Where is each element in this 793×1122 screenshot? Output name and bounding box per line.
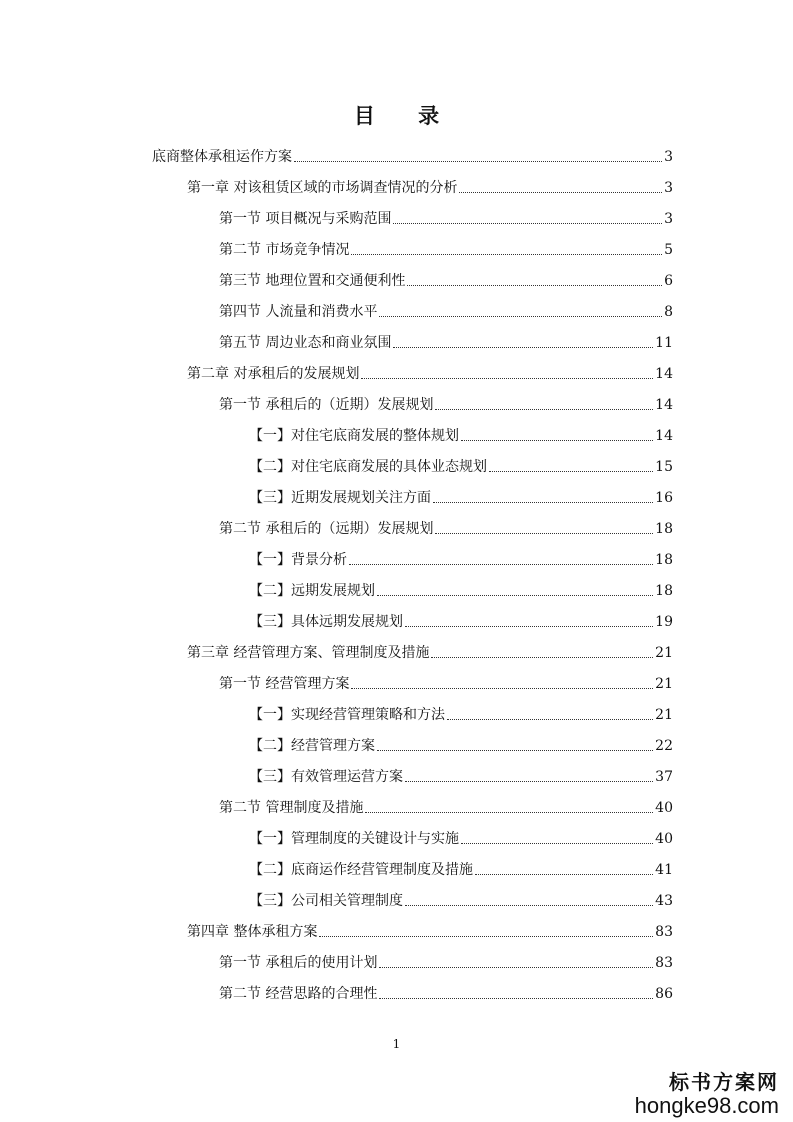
watermark-logo [635, 1066, 779, 1119]
watermark-cn: 标书方案网 [669, 1070, 779, 1094]
toc-leader-dots [405, 781, 653, 782]
toc-entry[interactable] [219, 328, 673, 352]
toc-entry-page: 86 [655, 986, 673, 1002]
toc-entry-page: 6 [664, 273, 673, 289]
toc-entry-page: 21 [655, 707, 673, 723]
toc-entry[interactable] [219, 979, 673, 1003]
toc-leader-dots [447, 719, 653, 720]
toc-entry[interactable] [219, 204, 673, 228]
toc-entry-label: 第一节 承租后的（近期）发展规划 [219, 397, 434, 413]
toc-entry-page: 21 [655, 645, 673, 661]
toc-entry-page: 22 [655, 738, 673, 754]
toc-entry-label: 【一】实现经营管理策略和方法 [249, 707, 445, 723]
toc-leader-dots [379, 967, 653, 968]
toc-leader-dots [489, 471, 653, 472]
toc-entry-label: 【一】管理制度的关键设计与实施 [249, 831, 459, 847]
toc-entry[interactable] [219, 948, 673, 972]
toc-entry-label: 第三章 经营管理方案、管理制度及措施 [187, 645, 430, 661]
toc-entry-label: 第四章 整体承租方案 [187, 924, 318, 940]
toc-entry-label: 第一章 对该租赁区域的市场调查情况的分析 [187, 180, 458, 196]
toc-entry-page: 18 [655, 583, 673, 599]
toc-entry-page: 19 [655, 614, 673, 630]
toc-leader-dots [294, 161, 662, 162]
toc-entry[interactable] [249, 545, 673, 569]
toc-leader-dots [379, 998, 653, 999]
toc-entry[interactable] [219, 235, 673, 259]
toc-entry-label: 【二】远期发展规划 [249, 583, 375, 599]
toc-entry-page: 14 [655, 366, 673, 382]
toc-entry-label: 第二节 经营思路的合理性 [219, 986, 378, 1002]
toc-entry-label: 第一节 项目概况与采购范围 [219, 211, 392, 227]
toc-leader-dots [459, 192, 662, 193]
toc-entry-page: 40 [655, 800, 673, 816]
toc-entry-page: 15 [655, 459, 673, 475]
toc-entry-label: 【三】具体远期发展规划 [249, 614, 403, 630]
toc-entry[interactable] [249, 483, 673, 507]
toc-entry-label: 第一节 经营管理方案 [219, 676, 350, 692]
toc-leader-dots [361, 378, 653, 379]
toc-entry[interactable] [249, 886, 673, 910]
page-number: 1 [392, 1037, 401, 1051]
toc-leader-dots [377, 595, 653, 596]
toc-entry-label: 第二章 对承租后的发展规划 [187, 366, 360, 382]
toc-entry-page: 37 [655, 769, 673, 785]
toc-entry[interactable] [219, 297, 673, 321]
toc-entry-label: 【二】对住宅底商发展的具体业态规划 [249, 459, 487, 475]
toc-entry[interactable] [249, 700, 673, 724]
toc-entry-page: 21 [655, 676, 673, 692]
toc-entry[interactable] [249, 824, 673, 848]
toc-entry-page: 83 [655, 955, 673, 971]
toc-entry[interactable] [187, 173, 673, 197]
toc-entry-page: 43 [655, 893, 673, 909]
toc-entry-label: 第二节 承租后的（远期）发展规划 [219, 521, 434, 537]
toc-leader-dots [351, 688, 653, 689]
toc-entry-page: 11 [655, 335, 673, 351]
toc-entry-label: 【三】公司相关管理制度 [249, 893, 403, 909]
toc-leader-dots [393, 347, 653, 348]
toc-entry-page: 14 [655, 428, 673, 444]
toc-entry[interactable] [219, 793, 673, 817]
toc-entry-label: 【二】底商运作经营管理制度及措施 [249, 862, 473, 878]
toc-entry-label: 第一节 承租后的使用计划 [219, 955, 378, 971]
toc-entry-page: 18 [655, 552, 673, 568]
toc-entry[interactable] [249, 421, 673, 445]
toc-leader-dots [405, 626, 653, 627]
toc-entry-page: 3 [664, 180, 673, 196]
toc-entry-page: 14 [655, 397, 673, 413]
toc-entry[interactable] [152, 142, 673, 166]
toc-entry[interactable] [219, 390, 673, 414]
toc-leader-dots [475, 874, 653, 875]
toc-entry-page: 8 [664, 304, 673, 320]
toc-entry[interactable] [219, 514, 673, 538]
toc-entry[interactable] [249, 731, 673, 755]
toc-entry[interactable] [219, 266, 673, 290]
toc-leader-dots [377, 750, 653, 751]
toc-entry[interactable] [187, 917, 673, 941]
toc-entry-label: 第二节 市场竞争情况 [219, 242, 350, 258]
toc-entry[interactable] [249, 452, 673, 476]
toc-entry-label: 第三节 地理位置和交通便利性 [219, 273, 406, 289]
toc-entry[interactable] [249, 762, 673, 786]
toc-entry-label: 第五节 周边业态和商业氛围 [219, 335, 392, 351]
toc-entry-page: 83 [655, 924, 673, 940]
toc-leader-dots [461, 440, 653, 441]
watermark-en: hongke98.com [634, 1093, 779, 1118]
toc-leader-dots [407, 285, 662, 286]
toc-entry-page: 5 [664, 242, 673, 258]
toc-entry-page: 16 [655, 490, 673, 506]
toc-entry[interactable] [249, 576, 673, 600]
toc-entry-label: 第四节 人流量和消费水平 [219, 304, 378, 320]
toc-entry-label: 【二】经营管理方案 [249, 738, 375, 754]
toc-leader-dots [319, 936, 653, 937]
toc-entry-page: 18 [655, 521, 673, 537]
toc-leader-dots [379, 316, 662, 317]
toc-leader-dots [349, 564, 653, 565]
toc-leader-dots [405, 905, 653, 906]
toc-entry-label: 【一】背景分析 [249, 552, 347, 568]
toc-leader-dots [393, 223, 662, 224]
toc-entry[interactable] [219, 669, 673, 693]
toc-leader-dots [431, 657, 653, 658]
toc-entry-label: 底商整体承租运作方案 [152, 149, 292, 165]
toc-leader-dots [461, 843, 653, 844]
toc-entry-label: 【一】对住宅底商发展的整体规划 [249, 428, 459, 444]
toc-entry[interactable] [249, 855, 673, 879]
toc-entry-page: 41 [655, 862, 673, 878]
toc-entry-page: 3 [664, 211, 673, 227]
toc-leader-dots [435, 409, 653, 410]
toc-entry[interactable] [249, 607, 673, 631]
toc-title: 目 录 [353, 103, 458, 128]
toc-entry-page: 40 [655, 831, 673, 847]
toc-leader-dots [365, 812, 653, 813]
toc-leader-dots [351, 254, 662, 255]
toc-entry[interactable] [187, 359, 673, 383]
toc-entry-page: 3 [664, 149, 673, 165]
toc-entry-label: 【三】有效管理运营方案 [249, 769, 403, 785]
toc-entry[interactable] [187, 638, 673, 662]
toc-leader-dots [435, 533, 653, 534]
toc-entry-label: 【三】近期发展规划关注方面 [249, 490, 431, 506]
toc-leader-dots [433, 502, 653, 503]
toc-entry-label: 第二节 管理制度及措施 [219, 800, 364, 816]
